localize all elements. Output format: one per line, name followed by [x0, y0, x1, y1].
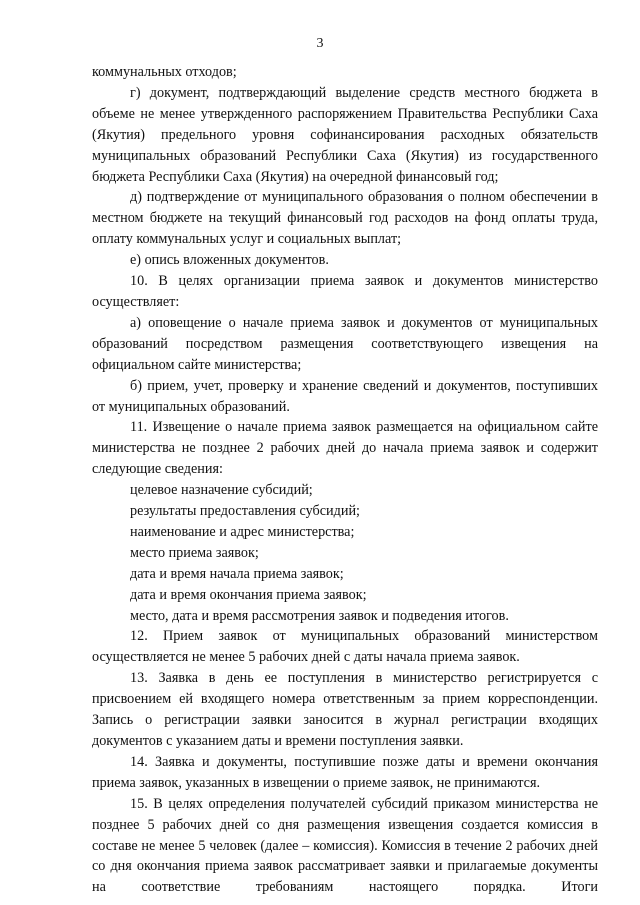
paragraph: 12. Прием заявок от муниципальных образований министерством осуществляется не менее 5 рабочих дней с даты начала приема заявок. — [92, 628, 598, 666]
notice-item: наименование и адрес министерства; — [130, 523, 355, 540]
paragraph: г) документ, подтверждающий выделение средств местного бюджета в объеме не менее утвержденного распоряжением Правительства Республики Саха (Якутия) предельного уровня софинансирования расходных обязательств муниципальных образований Республики Саха (Якутия) из государственного бюджета Республики Саха (Якутия) на очередной финансовый год; — [92, 84, 598, 185]
notice-item: дата и время начала приема заявок; — [130, 565, 344, 582]
notice-item: дата и время окончания приема заявок; — [130, 586, 367, 603]
paragraph: б) прием, учет, проверку и хранение сведений и документов, поступивших от муниципальных образований. — [92, 377, 598, 415]
paragraph: 14. Заявка и документы, поступившие позже даты и времени окончания приема заявок, указанных в извещении о приеме заявок, не принимаются. — [92, 753, 598, 791]
paragraphs-after-list — [92, 626, 598, 898]
paragraph: коммунальных отходов; — [92, 64, 237, 80]
paragraphs-before-list — [92, 62, 598, 480]
notice-items-list — [92, 480, 598, 626]
paragraph: 15. В целях определения получателей субсидий приказом министерства не позднее 5 рабочих дней со дня размещения извещения создается комиссия в составе не менее 5 человек (далее – комиссия). Комиссия в течение 2 рабочих дней со дня окончания приема заявок рассматривает заявки и прилагаемые документы на соответствие требованиям настоящего порядка. Итоги — [92, 795, 598, 896]
paragraph: е) опись вложенных документов. — [130, 252, 329, 269]
notice-item: результаты предоставления субсидий; — [130, 503, 360, 520]
notice-item: место, дата и время рассмотрения заявок и подведения итогов. — [130, 607, 509, 624]
document-body — [92, 62, 598, 898]
notice-item: целевое назначение субсидий; — [130, 482, 313, 499]
paragraph: а) оповещение о начале приема заявок и документов от муниципальных образований посредством размещения соответствующего извещения на официальном сайте министерства; — [92, 314, 598, 373]
notice-item: место приема заявок; — [130, 544, 259, 561]
paragraph: д) подтверждение от муниципального образования о полном обеспечении в местном бюджете на текущий финансовый год расходов на фонд оплаты труда, оплату коммунальных услуг и социальных выплат; — [92, 189, 598, 248]
paragraph: 13. Заявка в день ее поступления в министерство регистрируется с присвоением ей входящего номера ответственным за прием корреспонденции. Запись о регистрации заявки заносится в журнал регистрации входящих документов с указанием даты и времени поступления заявки. — [92, 670, 598, 749]
paragraph: 11. Извещение о начале приема заявок размещается на официальном сайте министерства не позднее 2 рабочих дней до начала приема заявок и содержит следующие сведения: — [92, 419, 598, 478]
paragraph: 10. В целях организации приема заявок и документов министерство осуществляет: — [92, 273, 598, 310]
page-number: 3 — [316, 36, 324, 51]
